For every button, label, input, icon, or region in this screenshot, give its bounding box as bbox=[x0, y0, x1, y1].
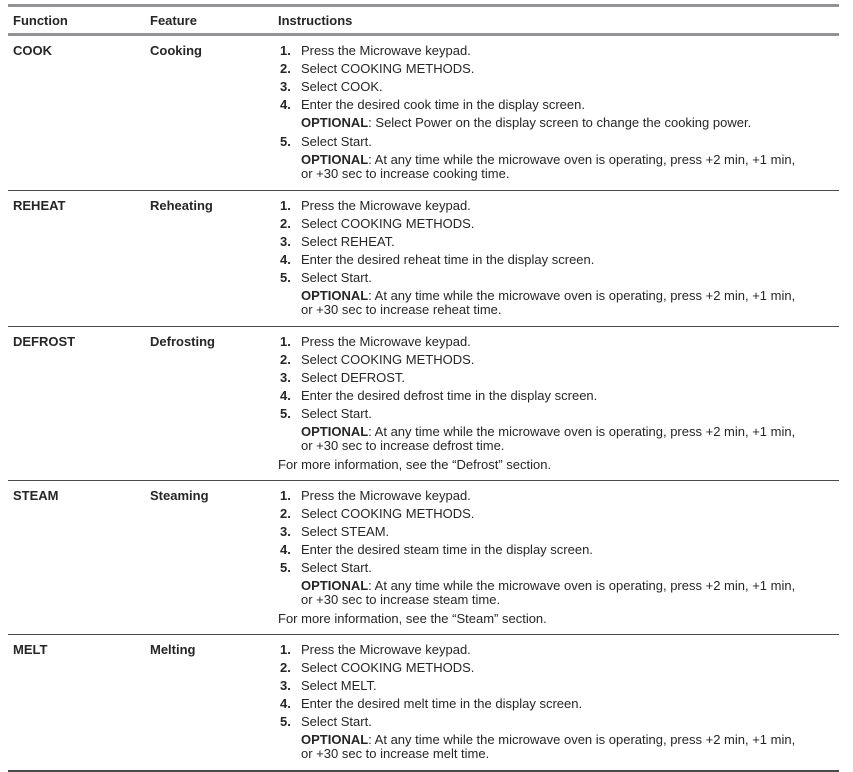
step-text: Select REHEAT. bbox=[301, 234, 395, 249]
optional-line: OPTIONAL: At any time while the microwave oven is operating, press +2 min, +1 min, bbox=[301, 424, 796, 439]
step-text: Select Start. bbox=[301, 560, 372, 575]
step-text: Select Start. bbox=[301, 270, 372, 285]
step-text: Enter the desired cook time in the display screen. bbox=[301, 97, 585, 112]
step-text: Select COOK. bbox=[301, 79, 383, 94]
instruction-step bbox=[278, 679, 833, 692]
instruction-step bbox=[278, 389, 833, 402]
instruction-step bbox=[278, 98, 833, 111]
optional-label: OPTIONAL bbox=[301, 732, 369, 747]
instructions-cell bbox=[278, 643, 839, 761]
table-header-row bbox=[8, 7, 839, 36]
instruction-note: For more information, see the “Steam” section. bbox=[278, 611, 547, 626]
optional-label: OPTIONAL bbox=[301, 424, 369, 439]
instruction-optional bbox=[278, 733, 833, 761]
optional-line: OPTIONAL: At any time while the microwave oven is operating, press +2 min, +1 min, bbox=[301, 288, 796, 303]
instruction-optional bbox=[278, 425, 833, 453]
table-rows bbox=[8, 36, 839, 772]
optional-line: or +30 sec to increase steam time. bbox=[301, 592, 501, 607]
table-row bbox=[8, 191, 839, 327]
instructions-cell bbox=[278, 335, 839, 471]
instruction-optional bbox=[278, 289, 833, 317]
instruction-step bbox=[278, 253, 833, 266]
instruction-step bbox=[278, 235, 833, 248]
step-text: Select COOKING METHODS. bbox=[301, 216, 475, 231]
instruction-step bbox=[278, 507, 833, 520]
step-text: Enter the desired defrost time in the display screen. bbox=[301, 388, 598, 403]
step-text: Select Start. bbox=[301, 134, 372, 149]
step-text: Press the Microwave keypad. bbox=[301, 198, 471, 213]
table-row bbox=[8, 635, 839, 772]
instruction-step bbox=[278, 561, 833, 574]
function-cell: REHEAT bbox=[13, 198, 66, 213]
function-cell: COOK bbox=[13, 43, 52, 58]
step-number: 5. bbox=[280, 134, 291, 149]
function-cell: DEFROST bbox=[13, 334, 76, 349]
step-number: 5. bbox=[280, 560, 291, 575]
instruction-step bbox=[278, 643, 833, 656]
step-text: Enter the desired steam time in the display screen. bbox=[301, 542, 593, 557]
instruction-step bbox=[278, 217, 833, 230]
feature-cell: Melting bbox=[150, 642, 196, 657]
step-number: 5. bbox=[280, 270, 291, 285]
instruction-step bbox=[278, 715, 833, 728]
optional-line: OPTIONAL: At any time while the microwave oven is operating, press +2 min, +1 min, bbox=[301, 732, 796, 747]
feature-cell: Steaming bbox=[150, 488, 209, 503]
instruction-step bbox=[278, 661, 833, 674]
instruction-step bbox=[278, 62, 833, 75]
step-text: Select STEAM. bbox=[301, 524, 390, 539]
instruction-step bbox=[278, 80, 833, 93]
instruction-step bbox=[278, 525, 833, 538]
step-text: Select COOKING METHODS. bbox=[301, 352, 475, 367]
instruction-step bbox=[278, 407, 833, 420]
optional-label: OPTIONAL bbox=[301, 578, 369, 593]
instruction-step bbox=[278, 697, 833, 710]
instruction-step bbox=[278, 543, 833, 556]
step-text: Press the Microwave keypad. bbox=[301, 488, 471, 503]
step-text: Select Start. bbox=[301, 406, 372, 421]
instruction-step bbox=[278, 371, 833, 384]
feature-cell: Reheating bbox=[150, 198, 213, 213]
step-text: Select Start. bbox=[301, 714, 372, 729]
step-number: 3. bbox=[280, 524, 291, 539]
instructions-cell bbox=[278, 44, 839, 181]
step-text: Select COOKING METHODS. bbox=[301, 660, 475, 675]
optional-line: OPTIONAL: Select Power on the display screen to change the cooking power. bbox=[301, 115, 752, 130]
optional-line: OPTIONAL: At any time while the microwave oven is operating, press +2 min, +1 min, bbox=[301, 152, 796, 167]
instruction-step bbox=[278, 335, 833, 348]
step-number: 2. bbox=[280, 660, 291, 675]
instruction-step bbox=[278, 489, 833, 502]
step-number: 1. bbox=[280, 488, 291, 503]
step-text: Select COOKING METHODS. bbox=[301, 61, 475, 76]
feature-cell: Defrosting bbox=[150, 334, 215, 349]
step-text: Press the Microwave keypad. bbox=[301, 642, 471, 657]
step-number: 5. bbox=[280, 714, 291, 729]
function-cell: MELT bbox=[13, 642, 48, 657]
step-number: 3. bbox=[280, 234, 291, 249]
column-header-function: Function bbox=[13, 13, 68, 28]
instruction-optional bbox=[278, 153, 833, 181]
instruction-step bbox=[278, 271, 833, 284]
step-text: Press the Microwave keypad. bbox=[301, 43, 471, 58]
table-row bbox=[8, 327, 839, 481]
instruction-optional bbox=[278, 579, 833, 607]
step-number: 4. bbox=[280, 388, 291, 403]
optional-line: or +30 sec to increase defrost time. bbox=[301, 438, 505, 453]
table-row bbox=[8, 36, 839, 191]
optional-line: or +30 sec to increase melt time. bbox=[301, 746, 490, 761]
step-number: 3. bbox=[280, 79, 291, 94]
optional-label: OPTIONAL bbox=[301, 288, 369, 303]
step-number: 2. bbox=[280, 61, 291, 76]
step-number: 1. bbox=[280, 198, 291, 213]
step-number: 2. bbox=[280, 506, 291, 521]
step-text: Enter the desired reheat time in the display screen. bbox=[301, 252, 595, 267]
optional-line: or +30 sec to increase cooking time. bbox=[301, 166, 510, 181]
function-cell: STEAM bbox=[13, 488, 59, 503]
step-text: Select DEFROST. bbox=[301, 370, 406, 385]
optional-label: OPTIONAL bbox=[301, 152, 369, 167]
step-number: 4. bbox=[280, 252, 291, 267]
step-number: 3. bbox=[280, 370, 291, 385]
column-header-feature: Feature bbox=[150, 13, 197, 28]
instruction-step bbox=[278, 135, 833, 148]
step-number: 5. bbox=[280, 406, 291, 421]
step-number: 3. bbox=[280, 678, 291, 693]
step-text: Select MELT. bbox=[301, 678, 377, 693]
step-number: 1. bbox=[280, 642, 291, 657]
step-number: 2. bbox=[280, 352, 291, 367]
instructions-cell bbox=[278, 199, 839, 317]
step-text: Press the Microwave keypad. bbox=[301, 334, 471, 349]
instruction-note: For more information, see the “Defrost” section. bbox=[278, 457, 552, 472]
optional-label: OPTIONAL bbox=[301, 115, 369, 130]
feature-cell: Cooking bbox=[150, 43, 202, 58]
instruction-step bbox=[278, 199, 833, 212]
step-text: Select COOKING METHODS. bbox=[301, 506, 475, 521]
step-number: 4. bbox=[280, 97, 291, 112]
instructions-cell bbox=[278, 489, 839, 625]
column-header-instructions: Instructions bbox=[278, 13, 353, 28]
step-text: Enter the desired melt time in the display screen. bbox=[301, 696, 583, 711]
step-number: 4. bbox=[280, 696, 291, 711]
step-number: 2. bbox=[280, 216, 291, 231]
optional-line: OPTIONAL: At any time while the microwave oven is operating, press +2 min, +1 min, bbox=[301, 578, 796, 593]
step-number: 1. bbox=[280, 43, 291, 58]
optional-line: or +30 sec to increase reheat time. bbox=[301, 302, 502, 317]
step-number: 4. bbox=[280, 542, 291, 557]
instruction-step bbox=[278, 353, 833, 366]
instruction-optional bbox=[278, 116, 833, 130]
manual-functions-table bbox=[8, 4, 839, 772]
table-row bbox=[8, 481, 839, 635]
instruction-step bbox=[278, 44, 833, 57]
step-number: 1. bbox=[280, 334, 291, 349]
